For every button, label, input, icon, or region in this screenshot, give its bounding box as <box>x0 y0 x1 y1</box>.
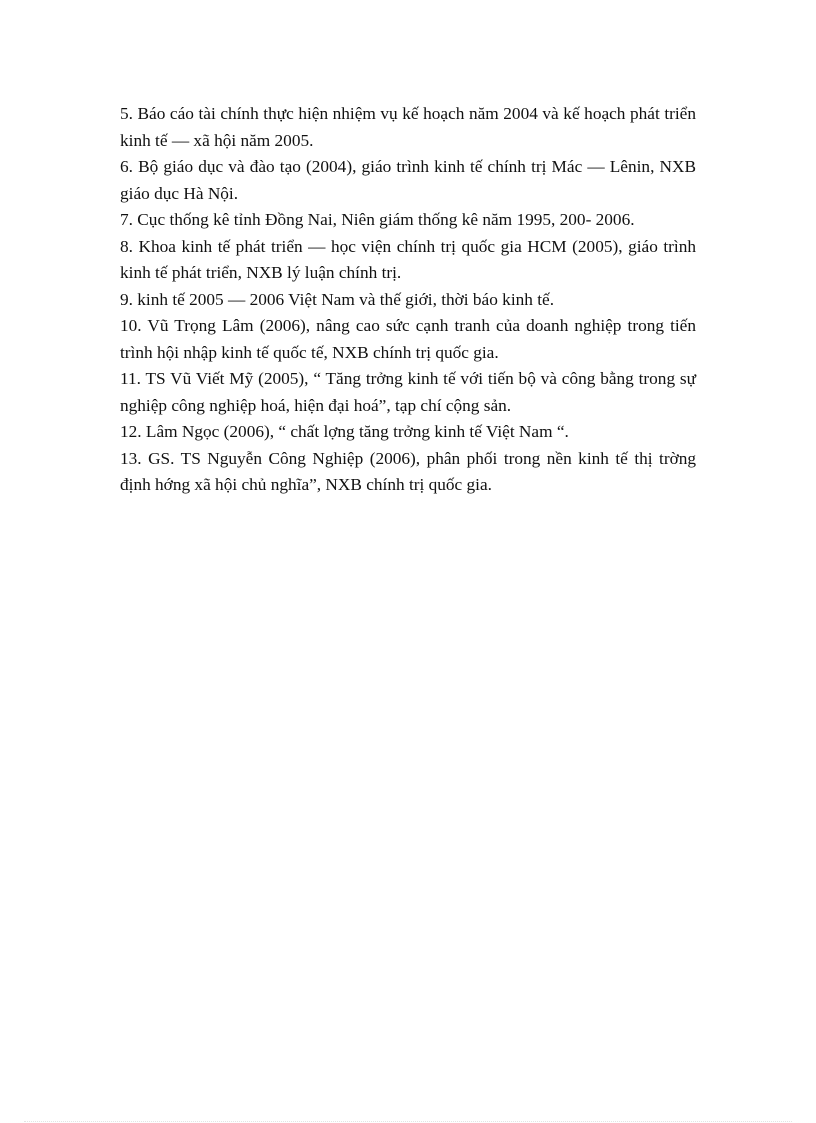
reference-item-11: 11. TS Vũ Viết Mỹ (2005), “ Tăng trởng kinh tế với tiến bộ và công bằng trong sự nghiệp công nghiệp hoá, hiện đại hoá”, tạp chí cộng sản. <box>120 369 696 415</box>
reference-item-10: 10. Vũ Trọng Lâm (2006), nâng cao sức cạnh tranh của doanh nghiệp trong tiến trình hội nhập kinh tế quốc tế, NXB chính trị quốc gia. <box>120 316 696 362</box>
page-bottom-divider <box>24 1121 792 1122</box>
reference-item-7: 7. Cục thống kê tỉnh Đồng Nai, Niên giám thống kê năm 1995, 200- 2006. <box>120 210 635 229</box>
reference-item-8: 8. Khoa kinh tế phát triển — học viện chính trị quốc gia HCM (2005), giáo trình kinh tế phát triển, NXB lý luận chính trị. <box>120 236 696 282</box>
reference-item-12: 12. Lâm Ngọc (2006), “ chất lợng tăng trởng kinh tế Việt Nam “. <box>120 422 569 441</box>
reference-list <box>120 101 696 499</box>
reference-item-13: 13. GS. TS Nguyễn Công Nghiệp (2006), phân phối trong nền kinh tế thị trờng định hớng xã hội chủ nghĩa”, NXB chính trị quốc gia. <box>120 448 696 494</box>
reference-item-5: 5. Báo cáo tài chính thực hiện nhiệm vụ kế hoạch năm 2004 và kế hoạch phát triển kinh tế — xã hội năm 2005. <box>120 104 696 150</box>
reference-item-6: 6. Bộ giáo dục và đào tạo (2004), giáo trình kinh tế chính trị Mác — Lênin, NXB giáo dục Hà Nội. <box>120 157 696 203</box>
reference-item-9: 9. kinh tế 2005 — 2006 Việt Nam và thế giới, thời báo kinh tế. <box>120 289 555 309</box>
